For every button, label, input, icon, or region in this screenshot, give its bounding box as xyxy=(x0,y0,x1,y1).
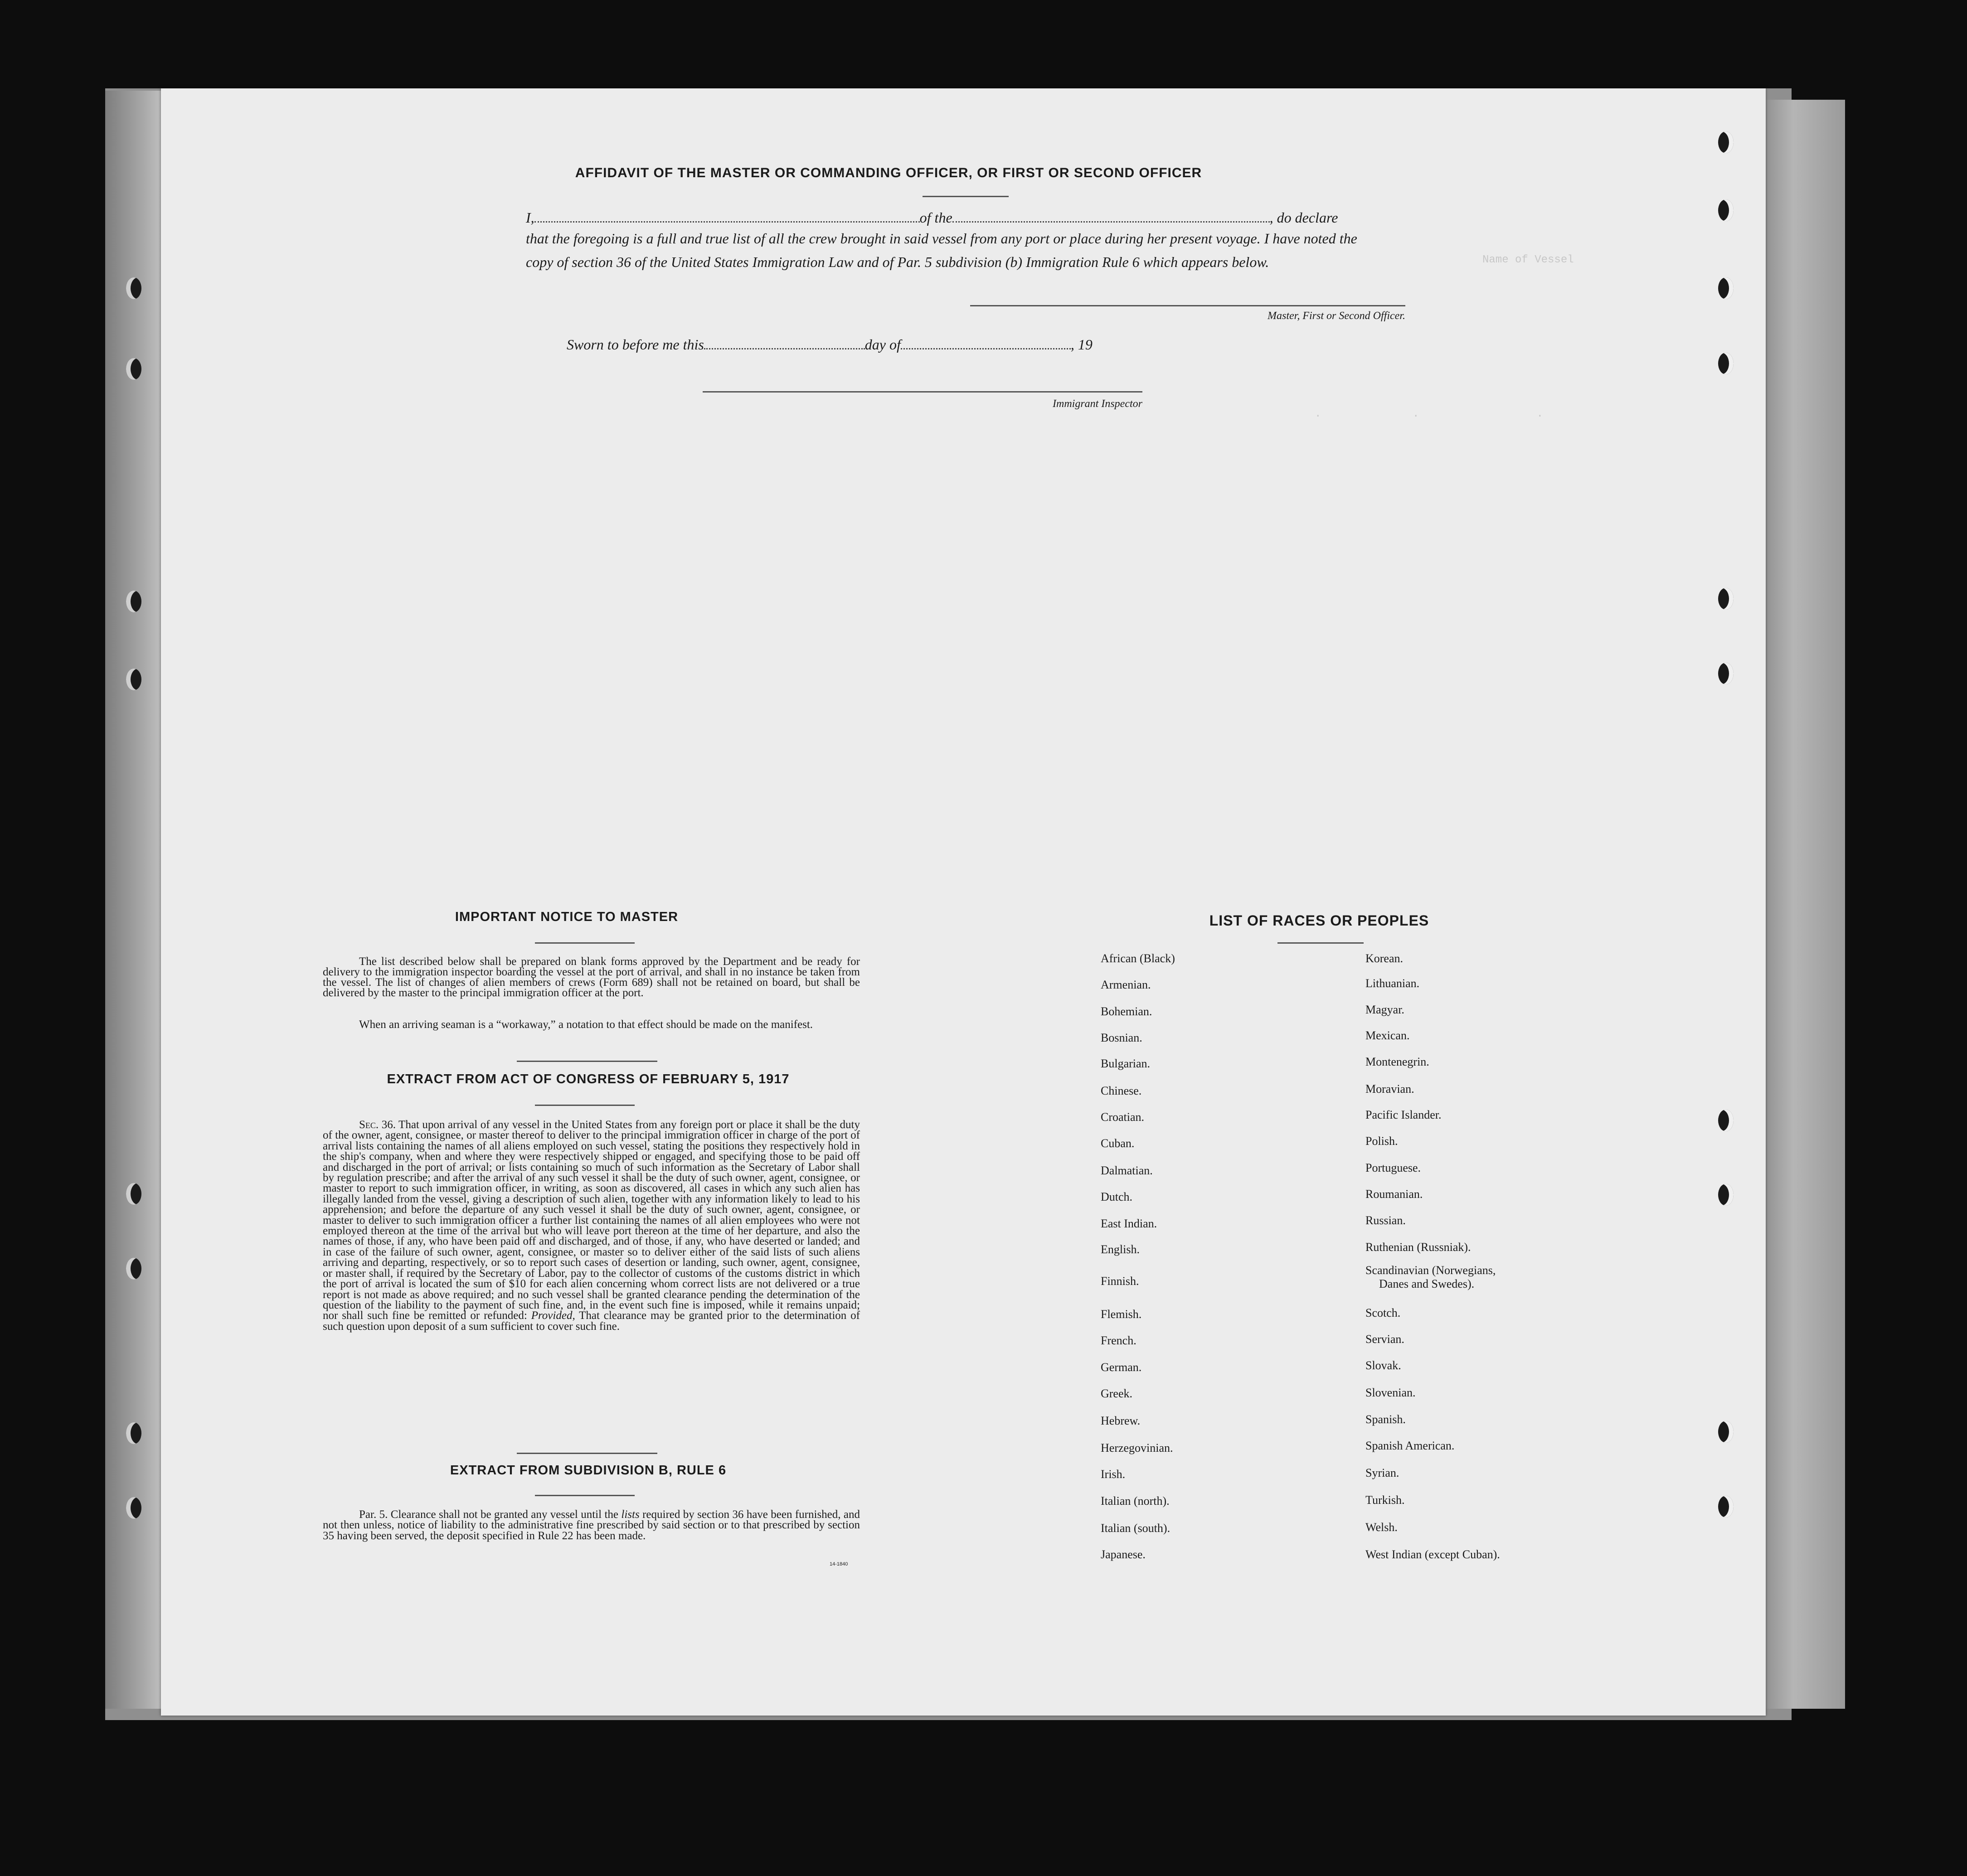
race-list-item: Mexican. xyxy=(1365,1029,1410,1042)
binder-hole xyxy=(1718,131,1734,153)
notice-paragraph: The list described below shall be prepared on blank forms approved by the Department and be ready for delivery to the immigration inspector boarding the vessel at the port of arrival, and shall in no instance be taken from the vessel. The list of changes of alien members of crews (Form 689) shall not be retained on board, but shall be delivered by the master to the principal immigration officer at the port. xyxy=(323,955,860,999)
inspector-signature-label: Immigrant Inspector xyxy=(1053,398,1142,410)
binder-hole xyxy=(126,1183,141,1205)
race-list-item: Turkish. xyxy=(1365,1493,1405,1507)
binder-hole xyxy=(1718,1110,1734,1131)
race-list-item: Magyar. xyxy=(1365,1003,1404,1016)
inspector-signature-line[interactable] xyxy=(703,391,1142,393)
master-signature-label: Master, First or Second Officer. xyxy=(1268,310,1405,322)
divider xyxy=(535,942,635,944)
underlying-sheet-right-edge xyxy=(1759,100,1845,1709)
binder-hole xyxy=(126,358,141,380)
rule-extract-title: EXTRACT FROM SUBDIVISION B, RULE 6 xyxy=(450,1463,727,1478)
race-list-item: Greek. xyxy=(1101,1387,1133,1400)
race-list-item: Italian (south). xyxy=(1101,1522,1170,1535)
affidavit-title: AFFIDAVIT OF THE MASTER OR COMMANDING OFFICER, OR FIRST OR SECOND OFFICER xyxy=(575,165,1202,180)
race-list-item: Herzegovinian. xyxy=(1101,1441,1173,1454)
binder-hole xyxy=(1718,1496,1734,1517)
binder-hole xyxy=(126,669,141,690)
notice-title: IMPORTANT NOTICE TO MASTER xyxy=(455,910,679,924)
sworn-day-blank[interactable] xyxy=(704,334,865,349)
race-list-item: Bohemian. xyxy=(1101,1005,1152,1018)
race-list-item: Moravian. xyxy=(1365,1082,1414,1096)
master-signature-line[interactable] xyxy=(970,305,1405,306)
race-list-item: Japanese. xyxy=(1101,1548,1146,1561)
race-list-item: Scotch. xyxy=(1365,1306,1401,1319)
lists-word: lists xyxy=(621,1508,640,1521)
race-list-item: Danes and Swedes). xyxy=(1379,1277,1475,1290)
notice-paragraph: When an arriving seaman is a “workaway,” a notation to that effect should be made on the manifest. xyxy=(359,1018,813,1031)
race-list-item: Korean. xyxy=(1365,952,1404,965)
sworn-prefix: Sworn to before me this xyxy=(567,336,704,353)
form-number: 14-1840 xyxy=(830,1561,848,1567)
race-list-item: Lithuanian. xyxy=(1365,977,1420,990)
binder-hole xyxy=(126,277,141,299)
races-list-title: LIST OF RACES OR PEOPLES xyxy=(1209,912,1429,929)
race-list-item: Spanish. xyxy=(1365,1413,1406,1426)
race-list-item: Pacific Islander. xyxy=(1365,1108,1442,1121)
section-36-text xyxy=(323,1120,860,1332)
race-list-item: Ruthenian (Russniak). xyxy=(1365,1241,1471,1254)
race-list-item: Scandinavian (Norwegians, xyxy=(1365,1264,1496,1277)
race-list-item: German. xyxy=(1101,1361,1142,1374)
race-list-item: English. xyxy=(1101,1243,1140,1256)
race-list-item: Armenian. xyxy=(1101,978,1151,991)
race-list-item: Dutch. xyxy=(1101,1190,1133,1203)
binder-hole xyxy=(1718,1421,1734,1443)
race-list-item: Spanish American. xyxy=(1365,1439,1455,1452)
binder-hole xyxy=(126,591,141,612)
divider xyxy=(517,1061,657,1062)
divider xyxy=(517,1453,657,1454)
race-list-item: Slovak. xyxy=(1365,1359,1401,1372)
affidavit-i-label: I, xyxy=(526,209,534,226)
race-list-item: Flemish. xyxy=(1101,1308,1142,1321)
sworn-month-blank[interactable] xyxy=(901,334,1071,349)
par5-after: required by section 36 have been furnished, and not then unless, notice of liability to the administrative fine prescribed by said section or to that prescribed by section 35 having been served, the deposit specified in Rule 22 has been made. xyxy=(323,1508,860,1542)
vessel-name-blank[interactable] xyxy=(952,208,1270,223)
sworn-year: , 19 xyxy=(1070,336,1093,353)
binder-hole xyxy=(1718,199,1734,221)
affidavit-statement-line: copy of section 36 of the United States Immigration Law and of Par. 5 subdivision (b) Immigration Rule 6 which appears below. xyxy=(526,254,1269,270)
race-list-item: Hebrew. xyxy=(1101,1414,1141,1427)
affidavit-declaration-line xyxy=(526,208,1405,226)
act-extract-title: EXTRACT FROM ACT OF CONGRESS OF FEBRUARY 5, 1917 xyxy=(387,1072,790,1086)
divider xyxy=(535,1105,635,1106)
affidavit-declare-label: , do declare xyxy=(1269,209,1338,226)
binder-hole xyxy=(1718,277,1734,299)
race-list-item: Bosnian. xyxy=(1101,1031,1142,1044)
affidavit-statement-line: that the foregoing is a full and true list of all the crew brought in said vessel from any port or place during her present voyage. I have noted the xyxy=(526,230,1357,247)
race-list-item: Slovenian. xyxy=(1365,1386,1416,1399)
underlying-sheet-left-edge xyxy=(105,91,169,1709)
race-list-item: Syrian. xyxy=(1365,1466,1399,1479)
race-list-item: Portuguese. xyxy=(1365,1161,1421,1174)
section-body: That upon arrival of any vessel in the United States from any foreign port or place it shall be the duty of the owner, agent, consignee, or master thereof to deliver to the principal immigration officer in charge of the port of arrival lists containing the names of all aliens employed on such vessel, stating the positions they respectively hold in the ship's company, when and where they were respectively shipped or engaged, and specifying those to be paid off and discharged in the port of arrival; or lists containing so much of such information as the Secretary of Labor shall by regulation prescribe; and after the arrival of any such vessel it shall be the duty of such owner, agent, consignee, or master to report to such immigration officer, in writing, as soon as discovered, all cases in which any such alien has illegally landed from the vessel, giving a description of such alien, together with any information likely to lead to his apprehension; and before the departure of any such vessel it shall be the duty of such owner, agent, consignee, or master to deliver to such immigration officer a further list containing the names of all alien employees who were not employed thereon at the time of the arrival but who will leave port thereon at the time of her departure, and also the names of those, if any, who have been paid off and discharged, and of those, if any, who have deserted or landed; and in case of the failure of such owner, agent, consignee, or master so to deliver either of the said lists of such aliens arriving and departing, respectively, or so to report such cases of desertion or landing, such owner, agent, consignee, or master shall, if required by the Secretary of Labor, pay to the collector of customs of the customs district in which the port of arrival is located the sum of $10 for each alien concerning whom correct lists are not delivered or a true report is not made as above required; and no such vessel shall be granted clearance pending the determination of the question of the liability to the payment of such fine, and, in the event such fine is imposed, while it remains unpaid; nor shall such fine be remitted or refunded: xyxy=(323,1119,860,1322)
bleed-through-marks: . . . xyxy=(1315,408,1544,420)
binder-hole xyxy=(126,1422,141,1444)
provided-text: That clearance may be granted prior to the determination of such question upon deposit of a sum sufficient to cover such fine. xyxy=(323,1309,860,1333)
section-label: Sec. 36. xyxy=(359,1119,396,1131)
sworn-statement xyxy=(567,334,1156,353)
binder-hole xyxy=(126,1497,141,1519)
race-list-item: Russian. xyxy=(1365,1214,1406,1227)
race-list-item: Polish. xyxy=(1365,1134,1398,1148)
race-list-item: Servian. xyxy=(1365,1333,1404,1346)
race-list-item: Bulgarian. xyxy=(1101,1057,1151,1070)
master-name-blank[interactable] xyxy=(534,208,920,223)
race-list-item: East Indian. xyxy=(1101,1217,1157,1230)
binder-hole xyxy=(1718,663,1734,684)
race-list-item: Chinese. xyxy=(1101,1084,1142,1097)
binder-hole xyxy=(1718,353,1734,374)
divider xyxy=(1277,942,1364,944)
affidavit-of-the-label: of the xyxy=(919,209,952,226)
race-list-item: French. xyxy=(1101,1334,1136,1347)
race-list-item: Finnish. xyxy=(1101,1275,1139,1288)
race-list-item: Montenegrin. xyxy=(1365,1055,1429,1068)
paragraph-5-text xyxy=(323,1509,860,1541)
race-list-item: Dalmatian. xyxy=(1101,1164,1153,1177)
divider xyxy=(535,1495,635,1496)
binder-hole xyxy=(1718,1184,1734,1206)
race-list-item: Cuban. xyxy=(1101,1137,1135,1150)
provided-label: Provided, xyxy=(531,1309,575,1322)
binder-hole xyxy=(1718,588,1734,610)
race-list-item: Roumanian. xyxy=(1365,1188,1423,1201)
par5-before: Par. 5. Clearance shall not be granted any vessel until the xyxy=(359,1508,618,1521)
race-list-item: African (Black) xyxy=(1101,952,1175,965)
race-list-item: Croatian. xyxy=(1101,1110,1145,1124)
binder-hole xyxy=(126,1258,141,1280)
race-list-item: Welsh. xyxy=(1365,1521,1398,1534)
race-list-item: Irish. xyxy=(1101,1468,1126,1481)
sworn-day-of: day of xyxy=(865,336,901,353)
divider xyxy=(923,196,1009,197)
race-list-item: West Indian (except Cuban). xyxy=(1365,1548,1500,1561)
race-list-item: Italian (north). xyxy=(1101,1494,1170,1508)
bleed-through-marks: Name of Vessel xyxy=(1482,254,1574,266)
